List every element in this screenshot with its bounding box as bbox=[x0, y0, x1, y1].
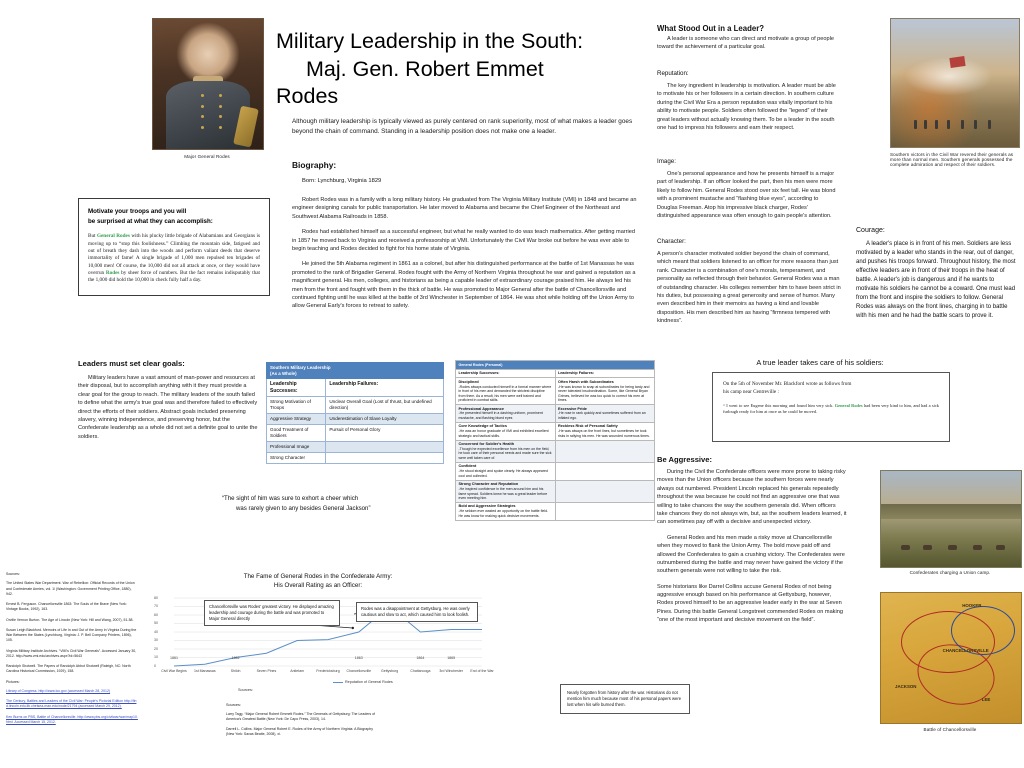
table2-success-title-6: Strong Character and Reputation bbox=[458, 482, 519, 487]
character-heading: Character: bbox=[657, 238, 686, 245]
stood-out-lead: A leader is someone who can direct and motivate a group of people toward the achievement of a particular goal. bbox=[657, 36, 834, 51]
chart-y-tick: 50 bbox=[154, 621, 158, 626]
be-aggressive-body bbox=[657, 468, 847, 632]
table2-cell-failure-7 bbox=[555, 502, 655, 520]
title-line-3: Rodes bbox=[276, 84, 339, 109]
table-row bbox=[267, 397, 444, 414]
table2-success-body-5: -He stood straight and spoke clearly. He always appeared cool and collected. bbox=[458, 469, 548, 478]
table-row bbox=[456, 361, 655, 370]
chart-sources-list bbox=[226, 712, 376, 741]
chart-x-tick: 1st Manassas bbox=[194, 668, 216, 673]
table-row bbox=[456, 405, 655, 423]
table2-success-body-2: -He presented himself in a dashing uniform, prominent mustache, and flashing blued eyes bbox=[458, 411, 543, 420]
biography-heading: Biography: bbox=[292, 160, 337, 170]
chart-y-tick: 60 bbox=[154, 612, 158, 617]
chart-plot-area bbox=[148, 594, 494, 680]
forgotten-from-history-note: Nearly forgotten from history after the war. Historians do not mention him much because most of his personal papers were lost when his wife burned them. bbox=[560, 684, 690, 714]
chart-y-tick: 80 bbox=[154, 595, 158, 600]
table-row bbox=[456, 369, 655, 378]
table-row bbox=[267, 379, 444, 397]
table2-cell-failure-6 bbox=[555, 480, 655, 502]
chart-title-block bbox=[148, 572, 488, 591]
aggressive-paragraph-1: During the Civil the Confederate officers were more prone to taking risky moves than the Union officers because the southern forces were nearly always out numbered. President Lincoln replaced his generals repeatedly throughout the was because he could not find an aggressive one that was willing to take chances the way the southern generals did. When officers take chances they do not always win, but, as the southern leaders learned, it can sometimes pay off with a decisive and unexpected victory. bbox=[657, 469, 847, 526]
jackson-quote bbox=[222, 494, 422, 514]
table-row bbox=[456, 378, 655, 405]
chart-year-tick: 1862 bbox=[231, 655, 240, 660]
chart-x-tick: Seven Pines bbox=[256, 668, 277, 673]
chart-year-tick: 1863 bbox=[354, 655, 363, 660]
table1-title-line-2: (As a Whole) bbox=[270, 370, 297, 376]
table1-cell-failure-4 bbox=[326, 442, 444, 453]
chart-sources-heading: Sources: bbox=[226, 703, 241, 707]
table2-title-cell: General Rodes (Personal) bbox=[456, 361, 655, 370]
table2-failure-body-1: -He was known to snap at subordinates for being tardy and never tolerated insubordination. Some, like General Bryan Grimes, believed he was too quick to correct his men at times. bbox=[558, 384, 650, 403]
motivate-heading-line-1: Motivate your troops and you will bbox=[88, 208, 187, 215]
camp-image-caption: Confederates charging a Union camp. bbox=[909, 570, 991, 575]
aggressive-paragraph-2: General Rodes and his men made a risky move at Chancellorsville when they moved to flank the Union Army. The bold move paid off and allowed the Confederates to gain a crushing victory. The Confederates were outnumbered during the battle and may never have gained the victory if the southern generals were not willing to take the risk. bbox=[657, 534, 845, 575]
blackford-letter-box bbox=[712, 372, 950, 442]
chart-year-tick: 1861 bbox=[170, 655, 178, 660]
letter-heading: A true leader takes care of his soldiers: bbox=[756, 358, 884, 367]
goals-heading: Leaders must set clear goals: bbox=[78, 359, 185, 368]
letter-quote-part-a: “ I went to see Eugene this morning and found him very sick. bbox=[723, 402, 835, 408]
chart-annotation-gettysburg: Rodes was a disappointment at Gettysburg. He was overly cautious and slow to act, which caused him to look foolish. bbox=[356, 602, 478, 622]
table2-success-title-2: Professional Appearance bbox=[458, 406, 504, 411]
table1-header-successes: Leadership Successes: bbox=[267, 379, 326, 397]
chart-x-tick: Antietam bbox=[290, 668, 305, 673]
table2-failure-title-1: Often Harsh with Subordinates bbox=[558, 379, 614, 384]
chart-x-tick: Chattanooga bbox=[410, 668, 431, 673]
chart-y-tick: 10 bbox=[154, 655, 158, 660]
courage-heading: Courage: bbox=[856, 227, 885, 234]
chart-legend-swatch bbox=[333, 682, 343, 683]
table2-cell-success-7 bbox=[456, 502, 556, 520]
biography-paragraph-1: Robert Rodes was in a family with a long military history. He graduated from The Virginia Military Institute (VMI) in 1848 and became an engineer designing canals for public transportation. He later moved to Alabama and became the Chief Engineer of the Northeast and Southwest Alabama Railroads in 1858. bbox=[292, 197, 637, 220]
jackson-quote-line-2: was rarely given to any besides General Jackson” bbox=[236, 504, 371, 512]
chart-year-tick: 1864 bbox=[416, 655, 425, 660]
reputation-body: The key ingredient in leadership is motivation. A leader must be able to motivate his or her followers in a certain direction. In southern culture during the Civil War Era a person reputation was vitally important to his ability to motivate people. Soldiers often followed the “legend” of their great leaders without actually knowing them. To be a leader in the south one had to impress his followers and earn their respect. bbox=[657, 83, 836, 131]
table2-failure-title-3: Reckless Risk of Personal Safety bbox=[558, 424, 618, 429]
table2-failure-body-3: -He was always on the front lines, but sometimes he took risks in rallying his men. He was wounded numerous times. bbox=[558, 429, 650, 438]
general-rodes-personal-table bbox=[455, 360, 655, 521]
title-line-2: Maj. Gen. Robert Emmet bbox=[306, 56, 544, 81]
aggressive-paragraph-3: Some historians like Darrel Collins accuse General Rodes of not being aggressive enough based on his performance at Gettysburg, however, Rodes proved himself to be an aggressive leader early in the war at Seven Pines. During this battle General Longstreet commended Rodes on making “one of the most important and decisive movement on the field”. bbox=[657, 583, 843, 624]
table2-cell-success-6 bbox=[456, 480, 556, 502]
letter-intro-line-2: his camp near Centreville : bbox=[723, 388, 779, 395]
table2-body bbox=[456, 361, 655, 521]
table2-header-successes: Leadership Successes: bbox=[456, 369, 556, 378]
table2-cell-success-3 bbox=[456, 422, 556, 440]
table2-cell-success-4 bbox=[456, 440, 556, 462]
table-row bbox=[267, 453, 444, 464]
table2-header-failures: Leadership Failures: bbox=[555, 369, 655, 378]
chart-y-tick: 40 bbox=[154, 629, 158, 634]
image-heading: Image: bbox=[657, 158, 676, 165]
southern-military-leadership-table bbox=[266, 362, 444, 464]
chart-x-tick: Chancellorsville bbox=[346, 668, 372, 673]
quote-part-c: by sheer force of numbers. But the fact remains indisputably that the 1,000 did hold the 10,000 in check fully half a day. bbox=[88, 270, 260, 284]
portrait-major-general-rodes bbox=[152, 18, 264, 150]
table-row bbox=[267, 363, 444, 379]
portrait-caption: Major General Rodes bbox=[184, 154, 230, 159]
table2-cell-success-2 bbox=[456, 405, 556, 423]
chart-annotation-chancellorsville: Chancellorsville was Rodes' greatest victory. He displayed amazing leadership and courage during the battle and was promoted to Major General directly bbox=[204, 600, 340, 626]
sources-list bbox=[6, 572, 138, 730]
source-item: Orville Vernon Burton. The Age of Lincoln (New York: Hill and Wang, 2007), 51-58. bbox=[6, 617, 134, 622]
table2-success-title-1: Disciplined bbox=[458, 379, 479, 384]
table2-failure-title-2: Excessive Pride bbox=[558, 406, 587, 411]
table2-cell-failure-5 bbox=[555, 462, 655, 480]
chart-x-tick: 3rd Winchester bbox=[439, 668, 463, 673]
motivate-troops-quote-box bbox=[78, 198, 270, 296]
table2-cell-failure-2 bbox=[555, 405, 655, 423]
letter-quote-highlight: General Rodes bbox=[834, 402, 863, 408]
biography-paragraph-2: Rodes had established himself as a successful engineer, but what he really wanted to do was teach mathematics. After getting married in 1857 he moved back to Virginia and received a professorship at VMI. Unfortunately the Civil War broke out before he was ever able to begin teaching and Rodes decided to fight for his home state of Virginia. bbox=[292, 229, 636, 252]
title-line-1: Military Leadership in the South: bbox=[276, 29, 584, 53]
goals-body: Military leaders have a vast amount of man-power and resources at their disposal, but to accomplish anything with it they must provide a clear goal for the group to reach. The military leaders of the south failed to define what the army's true goal was and therefore failed to effectively direct the efforts of their soldiers. Abstract goals included preserving slavery, winning independence, and preserving honor, but the Confederate leadership as a whole did not set a definite goal to unite the soldiers. bbox=[78, 375, 258, 440]
source-item: The United States War Department. War of Rebellion: Official Records of the Union and Confederate Armies, vol. 1/ (Washington: Government Printing Office, 1880), 942. bbox=[6, 581, 135, 596]
chart-legend-label: Reputation of General Rodes bbox=[345, 680, 393, 684]
letter-quote bbox=[723, 403, 939, 416]
table2-success-title-7: Bold and Aggressive Strategies bbox=[458, 504, 516, 509]
map-label-hooker: HOOKER bbox=[962, 603, 982, 609]
source-item: Ernest B. Ferguson. Chancellorsville 1863: The Souls of the Brave (New York: Vintage Books, 1992), 163. bbox=[6, 602, 127, 612]
table2-success-title-3: Core Knowledge of Tactics bbox=[458, 424, 507, 429]
motivate-quote-text bbox=[88, 233, 260, 285]
table1-cell-failure-5 bbox=[326, 453, 444, 464]
table2-success-body-1: -Rodes always conducted himself in a formal manner where in front of his men and demanded the strictest discipline from them. As a result, his men were well trained and proficient in combat skills. bbox=[458, 384, 552, 403]
chart-subtitle: His Overall Rating as an Officer: bbox=[273, 582, 363, 590]
reputation-heading: Reputation: bbox=[657, 70, 689, 77]
battle-image-caption: Southern victors in the Civil War revered their generals as more than normal men. Southern generals possessed the complete admiration and respect of their soldiers. bbox=[890, 152, 1014, 167]
table1-cell-success-2: Aggressive Strategy bbox=[267, 414, 326, 425]
table-row bbox=[456, 462, 655, 480]
map-label-jackson: JACKSON bbox=[895, 684, 917, 689]
jackson-quote-line-1: “The sight of him was sure to exhort a cheer which bbox=[222, 495, 359, 502]
table2-cell-failure-1 bbox=[555, 378, 655, 405]
chart-y-tick: 30 bbox=[154, 638, 158, 643]
table2-success-body-6: -He inspired confidence in the men around him and his fame spread. Soldiers knew he was a great leader before even meeting him. bbox=[458, 487, 548, 501]
chart-source-item: Darrell L. Collins. Major General Robert E. Rodes of the Army of Northern Virginia: A Biography (New York: Savas Beatie, 2008), xi. bbox=[226, 726, 374, 736]
table2-success-body-7: -He seldom ever wasted an opportunity on the battle field. He was know for making quick decisive movements. bbox=[458, 509, 548, 518]
table-row bbox=[456, 440, 655, 462]
table1-cell-failure-1: Unclear Overall Goal (Lost of thrust, but undefined direction) bbox=[326, 397, 444, 414]
character-body: A person's character motivated soldier beyond the chain of command, which meant that soldiers listened to an officer for more reasons than just rank. Character is a combination of one's morals, temperament, and personality as reflected through their behavior. General Rodes was a man of outstanding character. His colleges remember him to have been strict in his duties, but possessing a great generosity and sense of humor. Many even described him in their memoirs as having a kind and lovable disposition. His men described him as having “firmness tempered with kindness”. bbox=[657, 251, 841, 325]
table2-cell-failure-3 bbox=[555, 422, 655, 440]
table1-cell-failure-2: Underestimation of Slave Loyalty bbox=[326, 414, 444, 425]
biography-body bbox=[292, 196, 640, 318]
table-row bbox=[267, 425, 444, 442]
source-item: Susan Leigh Blackford. Memoirs of Life In and Out of the Army in Virginia During the War Between the States (Lynchburg, Virginia: J. P. Bell Company Printers, 1896), 105. bbox=[6, 627, 137, 643]
table1-cell-success-5: Strong Character bbox=[267, 453, 326, 464]
chart-y-tick: 70 bbox=[154, 604, 158, 609]
table2-success-title-4: Concerned for Soldier's Health bbox=[458, 442, 515, 447]
poster-subtitle: Although military leadership is typically viewed as purely centered on rank superiority, most of what makes a leader goes beyond the chain of command. Standing in a leadership position does not make one a leader. bbox=[292, 118, 633, 135]
biography-paragraph-3: He joined the 5th Alabama regiment in 1861 as a colonel, but after his distinguished performance at the battle of 1st Manassas he was promoted to the rank of Brigadier General. Rodes fought with the Army of Northern Virginia throughout he war and gained a reputation as a magnificent general. His men, colleges, and historians as being a capable leader of extraordinary courage praised him. He always led his men from the front and fought with them in the thick of battle. He was promoted to Major General after the battle of Chancellorsville and continued fighting until he was killed at the battle of 3rd Winchester in September of 1864. He was shot while holding off the Union Army to allow General Early's forces to retreat to safety. bbox=[292, 261, 636, 310]
table1-header-failures: Leadership Failures: bbox=[326, 379, 444, 397]
chancellorsville-map-image bbox=[880, 592, 1022, 724]
letter-quote-part-b: had been very kind to him, and had a sick furlough ready for him at once as he could be moved. bbox=[723, 402, 939, 414]
be-aggressive-heading: Be Aggressive: bbox=[657, 455, 713, 464]
quote-part-b: with his plucky little brigade of Alabamians and Georgians is moving up to “stop this foolishness.” Climbing the mountain side, fatigued and out of breath they dash into the woods and perform valiant deeds that deserve immortality of fame! A single brigade of 1,000 men repulsed ten brigades of 10,000 men! Of course, the 10,000 did not all attack at once, or they would have overrun bbox=[88, 233, 260, 277]
table2-cell-failure-4 bbox=[555, 440, 655, 462]
chart-legend bbox=[333, 680, 393, 684]
table1-body bbox=[267, 363, 444, 464]
biography-born: Born: Lynchburg, Virginia 1829 bbox=[302, 178, 382, 184]
source-item[interactable]: Virginia Military Institute Archives. “VMI's Civil War Generals”. Accessed January 30, 2012. http://www.vmi.edu/archives.aspx?id=5643 bbox=[6, 648, 137, 658]
table1-cell-success-1: Strong Motivation of Troops bbox=[267, 397, 326, 414]
chart-title: The Fame of General Rodes in the Confederate Army: bbox=[243, 573, 393, 580]
pictures-heading: Pictures: bbox=[6, 679, 20, 684]
table-row bbox=[456, 422, 655, 440]
chart-x-tick: Civil War Begins bbox=[161, 668, 187, 673]
picture-source-item[interactable]: Library of Congress. http://www.loc.gov (accessed March 28, 2012) bbox=[6, 688, 111, 693]
map-label-lee: LEE bbox=[981, 697, 991, 702]
quote-highlight-rodes: Rodes bbox=[105, 270, 120, 277]
source-item: Randolph Shotwell. The Papers of Randolph Abbot Shotwell (Raleigh, NC: North Carolina Historical Commission, 1929), 158. bbox=[6, 664, 131, 674]
map-image-caption: Battle of Chancellorsville bbox=[923, 727, 977, 732]
table2-success-body-3: -He was an honor graduate of VMI and exhibited excellent strategic and tactical skills. bbox=[458, 429, 549, 438]
chart-year-tick: 1865 bbox=[447, 655, 456, 660]
chart-x-tick: Fredericksburg bbox=[316, 668, 340, 673]
chart-y-tick: 20 bbox=[154, 646, 158, 651]
table-row bbox=[267, 414, 444, 425]
chart-x-tick: Shiloh bbox=[230, 668, 241, 673]
confederate-camp-image bbox=[880, 470, 1022, 568]
table2-failure-body-2: -He rose in rank quickly and sometimes suffered from an inflated ego. bbox=[558, 411, 646, 420]
chart-y-tick: 0 bbox=[154, 663, 156, 668]
picture-source-item[interactable]: Ken Burns on PBS, Battle of Chancellorsville. http://www.pbs.org/civilwar/war/map10.html. Accessed March 15, 2012. bbox=[6, 714, 138, 724]
table2-cell-success-1 bbox=[456, 378, 556, 405]
table1-cell-success-3: Good Treatment of Soldiers bbox=[267, 425, 326, 442]
map-label-chancellorsville: CHANCELLORSVILLE bbox=[942, 647, 989, 653]
battle-scene-image bbox=[890, 18, 1020, 148]
letter-intro-line-1: On the 5th of November Mr. Blackford wrote as follows from bbox=[723, 381, 852, 387]
table1-title-cell bbox=[267, 363, 444, 379]
quote-highlight-general-rodes: General Rodes bbox=[96, 233, 130, 240]
page-title bbox=[276, 28, 656, 111]
table1-cell-failure-3: Pursuit of Personal Glory bbox=[326, 425, 444, 442]
motivate-heading-line-2: be surprised at what they can accomplish: bbox=[88, 217, 213, 225]
fame-of-rodes-chart bbox=[148, 572, 494, 700]
table1-title-line-1: Southern Military Leadership bbox=[270, 365, 331, 370]
courage-body: A leader's place is in front of his men. Soldiers are less motivated by a leader who stands in the rear, out of danger, and pushes his troops forward. Throughout history, the most effective leaders are in front of their troops in the heat of battle. A leader's job is dangerous and if he wants to motivate his soldiers he cannot be a coward. One must lead from the front and inspire the soldiers to follow. General Rodes was always on the front lines, charging in to battle with his men and he had the battle scars to prove it. bbox=[856, 241, 1016, 319]
table-row bbox=[267, 442, 444, 453]
table1-cell-success-4: Professional Image bbox=[267, 442, 326, 453]
table2-success-body-4: -Though he expected excellence from his men on the field, he took care of their personal needs and made sure the sick were well taken care of. bbox=[458, 447, 552, 460]
table2-success-title-5: Confident bbox=[458, 464, 477, 469]
chart-x-tick: End of the War bbox=[470, 668, 494, 673]
quote-part-a: But bbox=[88, 233, 97, 240]
chart-axis-source-label: Sources: bbox=[238, 688, 253, 692]
image-body: One's personal appearance and how he presents himself is a major part of leadership. If an officer looked the part, then his men were more likely to follow him. General Rodes stood over six feet tall. He was blond with a prominent mustache and “flashing blue eyes”, according to Douglas Freeman. Atop his impressive black charger, Rodes' distinguished appearance was often enough to gain people's attention. bbox=[657, 171, 836, 219]
chart-x-tick: Gettysburg bbox=[381, 668, 399, 673]
table2-cell-success-5 bbox=[456, 462, 556, 480]
picture-source-item[interactable]: The Century, Battles and Leaders of the Civil War: People's Pictorial Edition http://find.lincoln.edu.lib.chelsea-man.edu/node/21794 (accessed March 29, 2012). bbox=[6, 699, 137, 709]
sources-heading: Sources: bbox=[6, 572, 20, 576]
stood-out-heading: What Stood Out in a Leader? bbox=[657, 24, 764, 33]
chart-source-item: Larry Tagg. “Major General Robert Emmett Rodes.” The Generals of Gettysburg: The Leaders of America's Greatest Battle (New York: De Capo Press, 2003), 14. bbox=[226, 712, 376, 722]
table-row bbox=[456, 502, 655, 520]
table-row bbox=[456, 480, 655, 502]
